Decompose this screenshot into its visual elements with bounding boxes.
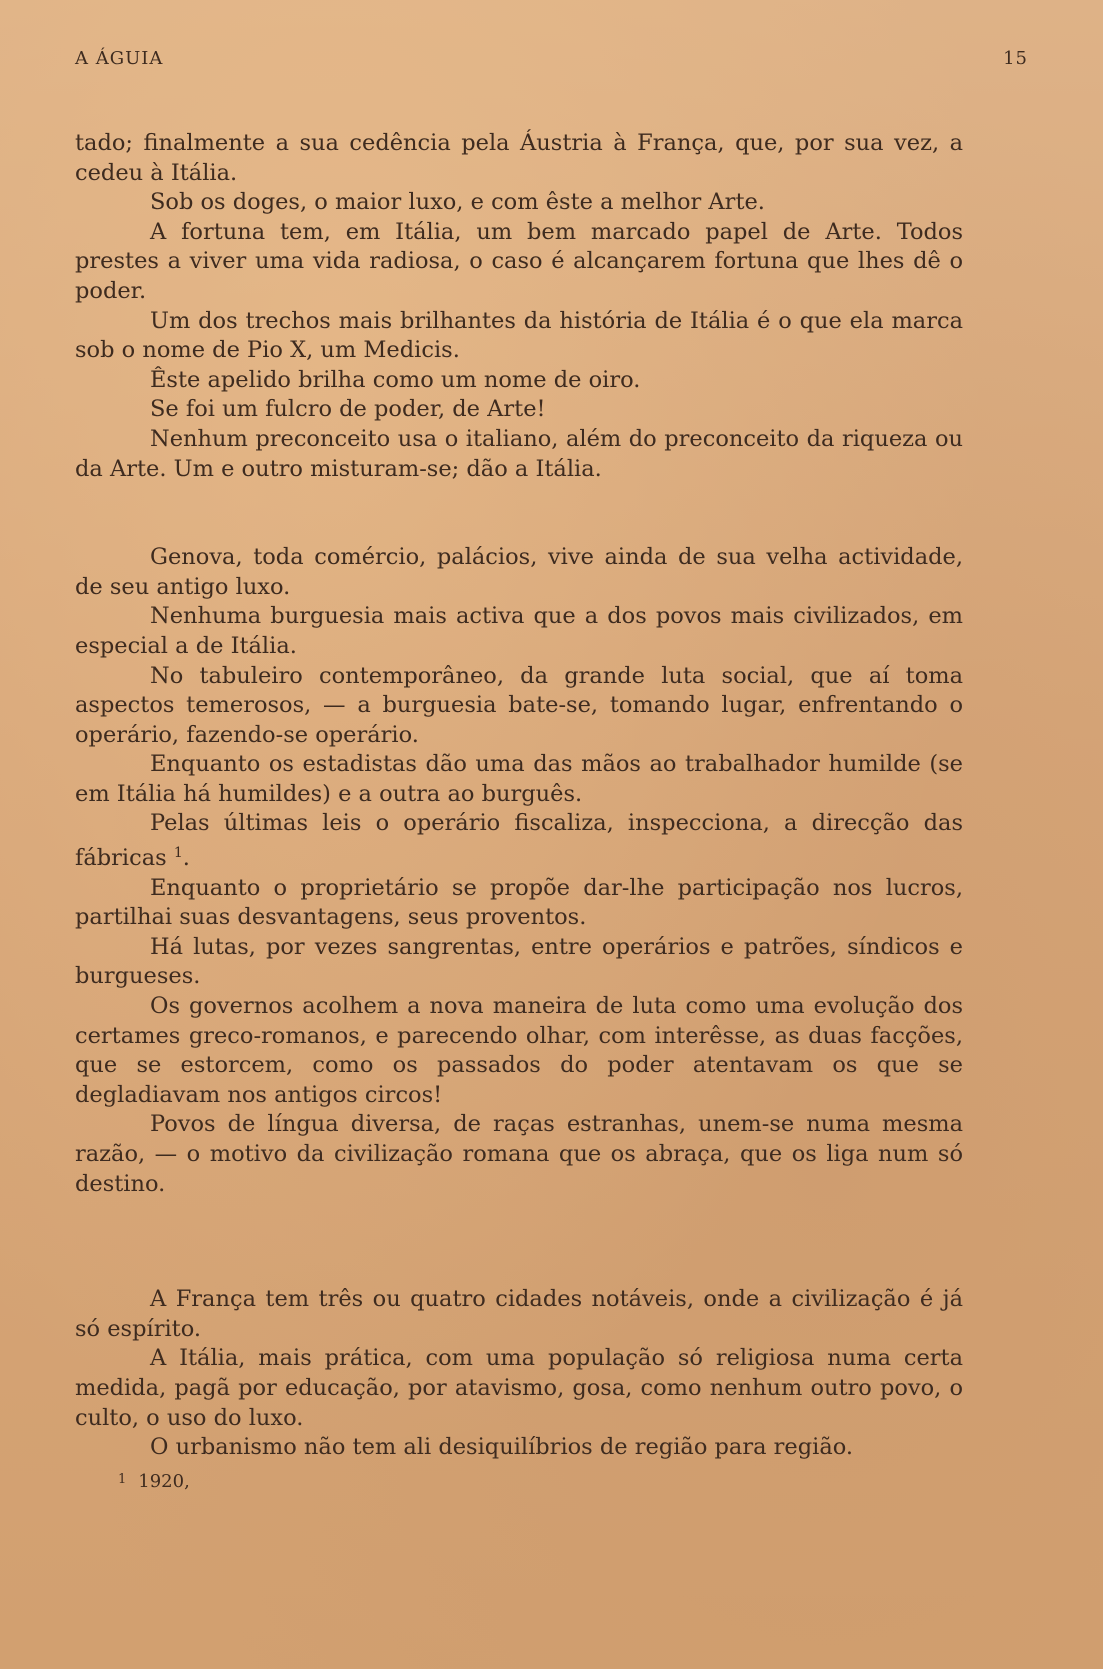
paragraph: O urbanismo não tem ali desiquilíbrios de região para região.: [150, 1434, 854, 1461]
running-header: [75, 48, 1028, 78]
page-number: 15: [1003, 48, 1028, 69]
section-break: [75, 484, 963, 543]
paragraph: Êste apelido brilha como um nome de oiro.: [150, 366, 641, 393]
section-3: [75, 1285, 963, 1463]
footnote: [118, 1471, 190, 1492]
section-1: [75, 129, 963, 484]
paragraph: Sob os doges, o maior luxo, e com êste a melhor Arte.: [150, 189, 765, 216]
paragraph: Enquanto os estadistas dão uma das mãos ao trabalhador humilde (se em Itália há humildes) e a outra ao burguês.: [75, 751, 963, 807]
paragraph: tado; finalmente a sua cedência pela Áustria à França, que, por sua vez, a cedeu à Itália.: [75, 130, 963, 186]
paragraph: No tabuleiro contemporâneo, da grande luta social, que aí toma aspectos temerosos, — a burguesia bate-se, tomando lugar, enfrentando o operário, fazendo-se operário.: [75, 662, 963, 748]
section-break: [75, 1199, 963, 1285]
paragraph-end-punctuation: .: [182, 845, 190, 872]
page-body: [75, 129, 963, 1463]
footnote-mark: 1: [118, 1472, 127, 1487]
paragraph: Um dos trechos mais brilhantes da história de Itália é o que ela marca sob o nome de Pio X, um Medicis.: [75, 307, 963, 364]
paragraph: A França tem três ou quatro cidades notáveis, onde a civilização é já só espírito.: [75, 1286, 963, 1342]
paragraph-text: Pelas últimas leis o operário fiscaliza, inspecciona, a direcção das fábricas: [75, 810, 963, 872]
paragraph: A Itália, mais prática, com uma população só religiosa numa certa medida, pagã por educação, por atavismo, gosa, como nenhum outro povo, o culto, o uso do luxo.: [75, 1345, 963, 1431]
paragraph: Os governos acolhem a nova maneira de luta como uma evolução dos certames greco-romanos, e parecendo olhar, com interêsse, as duas facções, que se estorcem, como os passados do poder atentavam os que se degladiavam nos antigos circos!: [75, 993, 963, 1108]
paragraph: Há lutas, por vezes sangrentas, entre operários e patrões, síndicos e burgueses.: [75, 933, 963, 990]
paragraph: Nenhuma burguesia mais activa que a dos povos mais civilizados, em especial a de Itália.: [75, 603, 963, 659]
paragraph: A fortuna tem, em Itália, um bem marcado papel de Arte. Todos prestes a viver uma vida radiosa, o caso é alcançarem fortuna que lhes dê o poder.: [75, 218, 963, 304]
footnote-text: 1920,: [138, 1471, 190, 1492]
journal-title: A ÁGUIA: [75, 48, 164, 69]
paragraph: Genova, toda comércio, palácios, vive ainda de sua velha actividade, de seu antigo luxo.: [75, 544, 963, 600]
paragraph: Nenhum preconceito usa o italiano, além do preconceito da riqueza ou da Arte. Um e outro misturam-se; dão a Itália.: [75, 425, 963, 482]
paragraph: Se foi um fulcro de poder, de Arte!: [150, 396, 546, 423]
paragraph: Povos de língua diversa, de raças estranhas, unem-se numa mesma razão, — o motivo da civilização romana que os abraça, que os liga num só destino.: [75, 1111, 963, 1197]
paragraph: Enquanto o proprietário se propõe dar-lhe participação nos lucros, partilhai suas desvantagens, seus proventos.: [75, 874, 963, 931]
paragraph-with-footnote-ref: [75, 809, 963, 873]
section-2: [75, 543, 963, 1199]
footnote-reference[interactable]: 1: [173, 845, 183, 862]
